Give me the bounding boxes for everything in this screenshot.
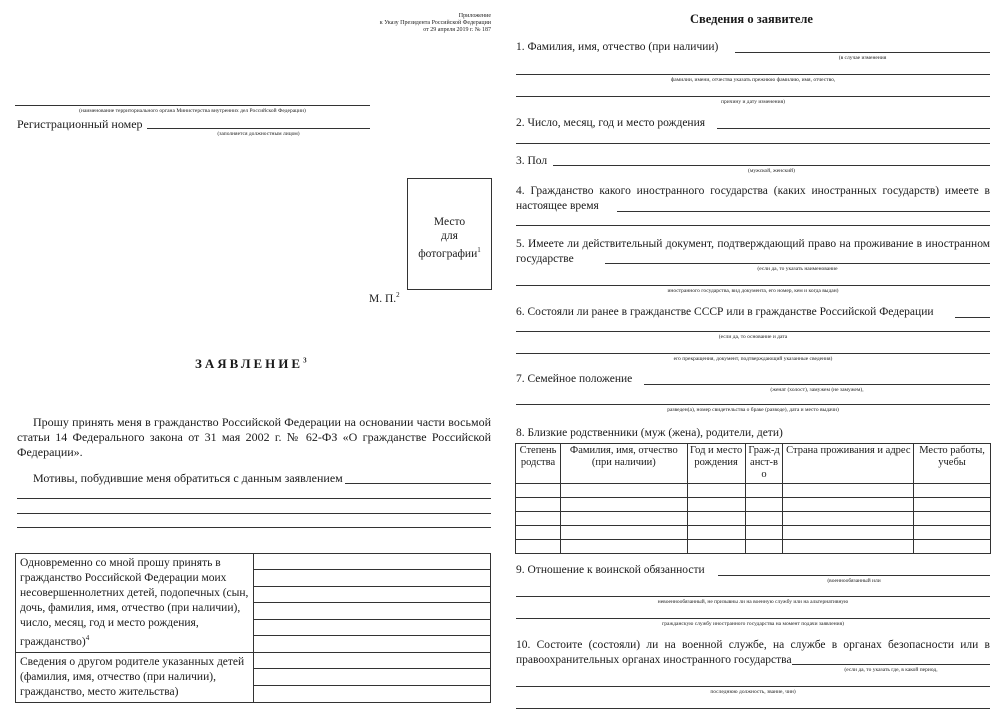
children-table <box>15 553 491 703</box>
q1-caption-2: фамилии, имени, отчества указать прежнюю фамилию, имя, отчество, <box>670 77 836 83</box>
q1-field-2[interactable] <box>516 74 990 75</box>
q6-caption-2: его прекращения, документ, подтверждающий указанные сведения) <box>673 356 833 362</box>
q6-field-1[interactable] <box>955 317 990 318</box>
applicant-heading: Сведения о заявителе <box>690 12 813 26</box>
q9-caption-3: гражданскую службу иностранного государства на момент подачи заявления) <box>662 621 844 627</box>
motives-line-4[interactable] <box>17 527 491 528</box>
motives-line-3[interactable] <box>17 513 491 514</box>
q10-caption-1: (если да, то указать где, в какой период, <box>844 667 938 673</box>
q10-field-2[interactable] <box>516 686 990 687</box>
parent-entry-2[interactable] <box>254 669 491 686</box>
q5-caption-1: (если да, то указать наименование <box>757 266 838 272</box>
q3-field[interactable] <box>553 165 990 166</box>
q5-caption-2: иностранного государства, вид документа, его номер, кем и когда выдан) <box>667 288 839 294</box>
footnote-3: 3 <box>303 356 307 365</box>
q9-field-1[interactable] <box>718 575 990 576</box>
authority-caption: (наименование территориального органа Министерства внутренних дел Российской Федерации) <box>79 108 306 114</box>
children-entry-4[interactable] <box>254 603 491 619</box>
col-citizenship: Граж-данст-во <box>745 444 783 484</box>
motives-line-1[interactable] <box>345 483 491 484</box>
q7-caption-1: (женат (холост), замужем (не замужем), <box>770 387 864 393</box>
registration-caption: (заполняется должностным лицом) <box>217 131 300 137</box>
q9-label: 9. Отношение к воинской обязанности <box>516 564 705 576</box>
q1-label: 1. Фамилия, имя, отчество (при наличии) <box>516 41 719 53</box>
authority-line[interactable] <box>15 105 370 106</box>
col-residence: Страна проживания и адрес <box>783 444 914 484</box>
children-entry-1[interactable] <box>254 554 491 570</box>
q7-caption-2: разведен(а), номер свидетельства о браке (разводе), дата и место выдачи) <box>667 407 839 413</box>
parent-box-text: Сведения о другом родителе указанных детей (фамилия, имя, отчество (при наличии), гражданство, место жительства) <box>16 652 254 702</box>
children-entry-5[interactable] <box>254 619 491 635</box>
motives-label: Мотивы, побудившие меня обратиться с данным заявлением <box>33 471 343 485</box>
photo-label-2: для <box>441 230 458 242</box>
table-row[interactable] <box>516 540 991 554</box>
col-full-name: Фамилия, имя, отчество (при наличии) <box>560 444 687 484</box>
q10-field-3[interactable] <box>516 708 990 709</box>
q4-field-2[interactable] <box>516 225 990 226</box>
q3-label: 3. Пол <box>516 155 548 167</box>
motives-line-2[interactable] <box>17 498 491 499</box>
registration-number-line[interactable] <box>147 128 370 129</box>
children-entry-3[interactable] <box>254 586 491 602</box>
footnote-1: 1 <box>477 246 481 254</box>
q10-field-1[interactable] <box>792 664 990 665</box>
q9-field-3[interactable] <box>516 618 990 619</box>
q2-field-2[interactable] <box>516 143 990 144</box>
q7-label: 7. Семейное положение <box>516 373 633 385</box>
q1-caption-1: (в случае изменения <box>838 55 887 61</box>
children-entry-2[interactable] <box>254 570 491 586</box>
children-box-text: Одновременно со мной прошу принять в гражданство Российской Федерации моих несовершеннолетних детей, подопечных (сын, дочь, фамилия, имя, отчество (при наличии), число, месяц, год и место рождения, гражданство)$^4$ <box>16 554 254 653</box>
q6-caption-1: (если да, то основание и дата <box>718 334 788 340</box>
q5-label: 5. Имеете ли действительный документ, подтверждающий право на проживание в иностранном государстве <box>516 238 990 265</box>
q10-caption-2: последнюю должность, звание, чин) <box>710 689 796 695</box>
registration-label: Регистрационный номер <box>17 117 143 131</box>
table-row[interactable] <box>516 498 991 512</box>
table-row[interactable] <box>516 512 991 526</box>
q7-field-2[interactable] <box>516 404 990 405</box>
q9-caption-1: (военнообязанный или <box>827 578 881 584</box>
photo-label-3: фотографии$^1$ <box>418 246 481 260</box>
footnote-4: 4 <box>85 634 90 642</box>
q4-field-1[interactable] <box>617 211 990 212</box>
table-row[interactable] <box>516 484 991 498</box>
q1-field-1[interactable] <box>735 52 990 53</box>
parent-entry-1[interactable] <box>254 652 491 669</box>
q5-field-2[interactable] <box>516 285 990 286</box>
photo-box[interactable] <box>407 178 492 290</box>
col-kinship: Степень родства <box>516 444 561 484</box>
children-entry-6[interactable] <box>254 636 491 652</box>
relatives-table <box>515 443 991 554</box>
footnote-2: 2 <box>396 291 400 299</box>
q9-field-2[interactable] <box>516 596 990 597</box>
document-title: ЗАЯВЛЕНИЕ$^3$ <box>195 356 307 371</box>
q2-label: 2. Число, месяц, год и место рождения <box>516 117 706 129</box>
col-birth: Год и место рождения <box>687 444 745 484</box>
q6-label: 6. Состояли ли ранее в гражданстве СССР или в гражданстве Российской Федерации <box>516 306 934 318</box>
request-text: Прошу принять меня в гражданство Российской Федерации на основании части восьмой статьи 14 Федерального закона от 31 мая 2002 г. № 62-ФЗ «О гражданстве Российской Федерации». <box>17 415 491 459</box>
q1-field-3[interactable] <box>516 96 990 97</box>
q7-field-1[interactable] <box>644 384 990 385</box>
stamp-mark: М. П.$^2$ <box>369 291 400 305</box>
col-work: Место работы, учебы <box>914 444 991 484</box>
q10-label: 10. Состоите (состояли) ли на военной службе, на службе в органах безопасности или в правоохранительных органах иностранного государства <box>516 639 990 666</box>
q9-caption-2: невоеннообязанный, не призывны ли на военную службу или на альтернативную <box>657 599 849 605</box>
q3-caption: (мужской, женский) <box>748 168 795 174</box>
q2-field-1[interactable] <box>717 128 990 129</box>
q4-label: 4. Гражданство какого иностранного государства (каких иностранных государств) имеете в настоящее время <box>516 185 990 212</box>
q1-caption-3: причину и дату изменения) <box>721 99 785 105</box>
table-row[interactable] <box>516 526 991 540</box>
photo-label-1: Место <box>433 216 466 228</box>
q6-field-2[interactable] <box>516 331 990 332</box>
q8-label: 8. Близкие родственники (муж (жена), родители, дети) <box>516 427 783 439</box>
annex-note: Приложение к Указу Президента Российской Федерации от 29 апреля 2019 г. № 187 <box>379 13 491 33</box>
parent-entry-3[interactable] <box>254 686 491 703</box>
q6-field-3[interactable] <box>516 353 990 354</box>
q5-field-1[interactable] <box>605 263 990 264</box>
